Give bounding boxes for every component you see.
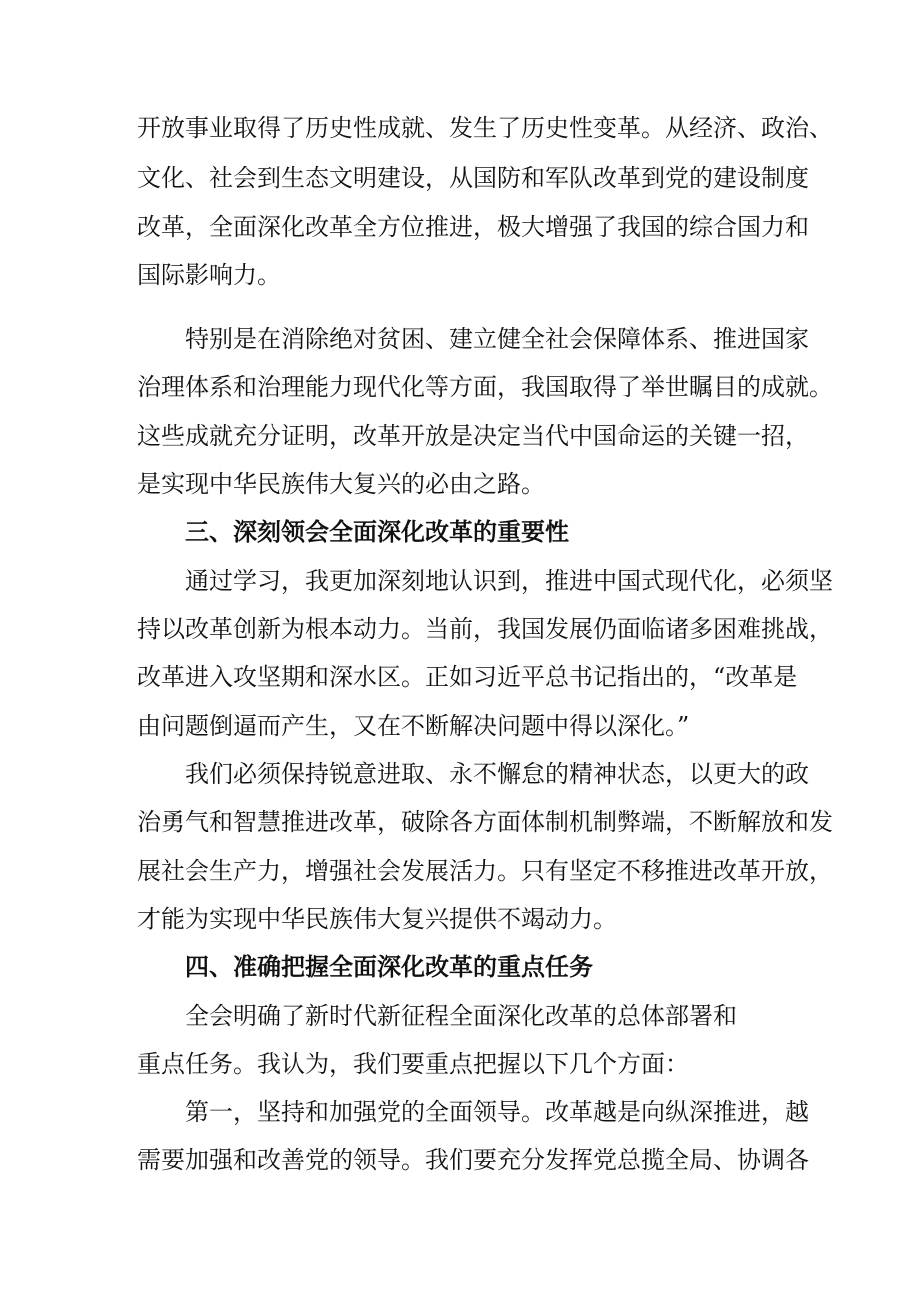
body-text-line: 治理体系和治理能力现代化等方面，我国取得了举世瞩目的成就。 — [137, 373, 833, 401]
body-text-line: 改革，全面深化改革全方位推进，极大增强了我国的综合国力和 — [137, 213, 809, 241]
section-heading: 三、深刻领会全面深化改革的重要性 — [185, 517, 569, 546]
body-text-line: 通过学习，我更加深刻地认识到，推进中国式现代化，必须坚 — [185, 567, 833, 595]
body-text-line: 由问题倒逼而产生，又在不断解决问题中得以深化。” — [137, 712, 690, 740]
body-text-line: 展社会生产力，增强社会发展活力。只有坚定不移推进改革开放， — [137, 857, 833, 885]
body-text-line: 才能为实现中华民族伟大复兴提供不竭动力。 — [137, 905, 617, 933]
body-text-line: 我们必须保持锐意进取、永不懈怠的精神状态，以更大的政 — [185, 760, 809, 788]
section-heading: 四、准确把握全面深化改革的重点任务 — [185, 952, 593, 981]
body-text-line: 这些成就充分证明，改革开放是决定当代中国命运的关键一招， — [137, 422, 809, 450]
body-text-line: 第一，坚持和加强党的全面领导。改革越是向纵深推进，越 — [185, 1098, 809, 1126]
body-text-line: 开放事业取得了历史性成就、发生了历史性变革。从经济、政治、 — [137, 114, 833, 142]
body-text-line: 持以改革创新为根本动力。当前，我国发展仍面临诸多困难挑战， — [137, 615, 833, 643]
body-text-line: 是实现中华民族伟大复兴的必由之路。 — [137, 470, 545, 498]
body-text-line: 国际影响力。 — [137, 261, 281, 289]
body-text-line: 需要加强和改善党的领导。我们要充分发挥党总揽全局、协调各 — [137, 1146, 809, 1174]
body-text-line: 重点任务。我认为，我们要重点把握以下几个方面： — [137, 1050, 689, 1078]
body-text-line: 全会明确了新时代新征程全面深化改革的总体部署和 — [185, 1002, 737, 1030]
body-text-line: 改革进入攻坚期和深水区。正如习近平总书记指出的，“改革是 — [137, 663, 798, 691]
body-text-line: 文化、社会到生态文明建设，从国防和军队改革到党的建设制度 — [137, 164, 809, 192]
body-text-line: 特别是在消除绝对贫困、建立健全社会保障体系、推进国家 — [185, 325, 809, 353]
body-text-line: 治勇气和智慧推进改革，破除各方面体制机制弊端，不断解放和发 — [137, 808, 833, 836]
